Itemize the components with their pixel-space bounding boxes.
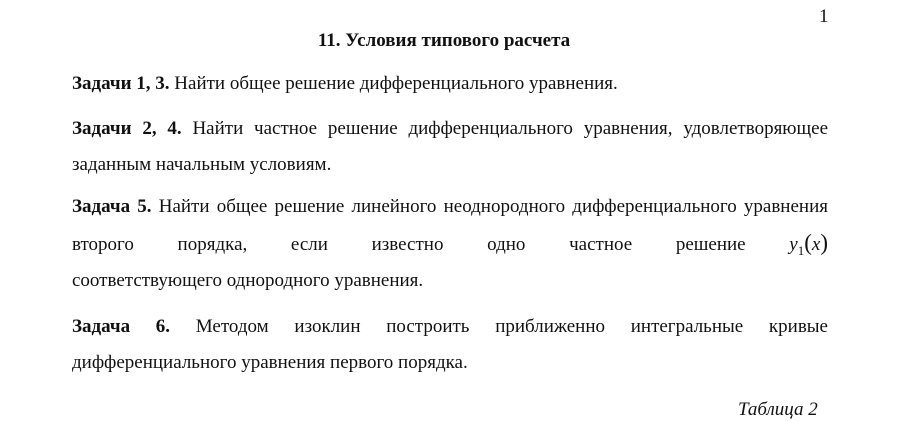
task-text: Найти частное решение дифференциального уравнения, удовлетворяющее заданным начальным условиям. (72, 118, 828, 175)
task-5 (72, 189, 828, 269)
math-subscript: 1 (797, 242, 805, 258)
task-text: Найти общее решение линейного неоднородного дифференциального уравнения второго порядка, если известно одно частное решение (72, 196, 828, 255)
task-label: Задача 6. (72, 316, 171, 337)
math-arg: x (811, 234, 821, 255)
task-text: Методом изоклин построить приближенно интегральные кривые дифференциального уравнения первого порядка. (72, 316, 828, 373)
task-text-after: соответствующего однородного уравнения. (72, 270, 424, 291)
page-title: 11. Условия типового расчета (317, 30, 571, 51)
page-number: 1 (819, 6, 829, 27)
task-label: Задачи 2, 4. (72, 118, 182, 139)
table-caption: Таблица 2 (738, 399, 818, 420)
math-var: y (789, 234, 798, 255)
task-2-4 (72, 111, 828, 183)
task-text: Найти общее решение дифференциального уравнения. (174, 73, 618, 94)
task-5-continuation (72, 263, 828, 299)
task-label: Задача 5. (72, 196, 152, 217)
math-particular-solution: $y_1(x)$ (789, 230, 829, 258)
task-6 (72, 309, 828, 381)
task-label: Задачи 1, 3. (72, 73, 170, 94)
task-1-3 (72, 66, 828, 102)
